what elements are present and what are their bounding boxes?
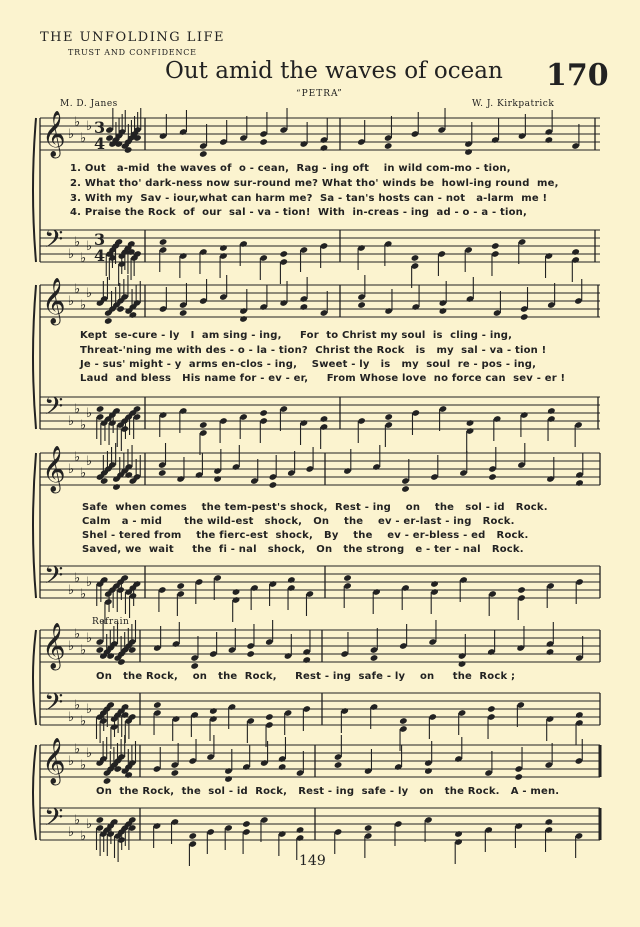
note-head xyxy=(334,761,343,769)
note-head xyxy=(104,317,113,325)
treble-clef-icon: 𝄞 xyxy=(42,278,66,324)
flat-sign-icon: ♭ xyxy=(68,583,75,598)
system-brace xyxy=(33,745,36,840)
bass-clef-icon: 𝄢 xyxy=(44,803,64,838)
section-title: THE UNFOLDING LIFE xyxy=(40,30,225,45)
note-head xyxy=(488,473,497,481)
flat-sign-icon: ♭ xyxy=(74,450,81,465)
note-head xyxy=(464,148,473,156)
note-head xyxy=(103,777,112,785)
hymn-number: 170 xyxy=(546,58,609,93)
lyric-s3-v4: Saved, we wait the fi - nal shock, On the strong e - ter - nal Rock. xyxy=(82,544,524,555)
flat-sign-icon: ♭ xyxy=(74,813,81,828)
note-head xyxy=(545,136,554,144)
refrain-label: Refrain xyxy=(92,617,130,627)
bass-clef-icon: 𝄢 xyxy=(44,688,64,723)
note-head xyxy=(320,415,329,423)
lyric-s3-v1: Safe when comes the tem-pest's shock, Rest - ing on the sol - id Rock. xyxy=(82,502,548,513)
time-signature-numerator: 3 xyxy=(94,230,106,249)
flat-sign-icon: ♭ xyxy=(86,239,93,254)
bass-clef-icon: 𝄢 xyxy=(44,225,64,260)
note-head xyxy=(384,413,393,421)
note-head xyxy=(575,479,584,487)
note-head xyxy=(278,763,287,771)
note-head xyxy=(466,419,475,427)
note-head xyxy=(296,826,305,834)
note-head xyxy=(219,244,228,252)
note-head xyxy=(287,576,296,584)
note-head xyxy=(571,248,580,256)
note-head xyxy=(399,717,408,725)
lyric-s1-v1: 1. Out a-mid the waves of o - cean, Rag - ing oft in wild com-mo - tion, xyxy=(70,163,511,174)
note-head xyxy=(491,242,500,250)
note-head xyxy=(520,313,529,321)
note-head xyxy=(300,303,309,311)
note-head xyxy=(302,656,311,664)
note-head xyxy=(430,580,439,588)
flat-sign-icon: ♭ xyxy=(68,710,75,725)
flat-sign-icon: ♭ xyxy=(68,462,75,477)
note-head xyxy=(279,250,288,258)
note-head xyxy=(517,586,526,594)
flat-sign-icon: ♭ xyxy=(80,643,87,658)
note-head xyxy=(320,144,329,152)
note-head xyxy=(213,475,222,483)
system-brace xyxy=(33,453,36,598)
flat-sign-icon: ♭ xyxy=(80,131,87,146)
flat-sign-icon: ♭ xyxy=(86,702,93,717)
flat-sign-icon: ♭ xyxy=(74,698,81,713)
author-credit: M. D. Janes xyxy=(60,99,118,109)
flat-sign-icon: ♭ xyxy=(80,251,87,266)
flat-sign-icon: ♭ xyxy=(80,466,87,481)
note-head xyxy=(545,818,554,826)
note-head xyxy=(424,767,433,775)
hymn-title: Out amid the waves of ocean xyxy=(165,58,503,84)
bass-clef-icon: 𝄢 xyxy=(44,392,64,427)
flat-sign-icon: ♭ xyxy=(86,817,93,832)
note-head xyxy=(246,650,255,658)
lyric-s3-v3: Shel - tered from the fierc-est shock, By the ev - er-bless - ed Rock. xyxy=(82,530,529,541)
note-head xyxy=(209,707,218,715)
lyric-s2-v2: Threat-'ning me with des - o - la - tion? Christ the Rock is my sal - va - tion ! xyxy=(80,345,547,356)
page-number: 149 xyxy=(299,853,326,869)
note-head xyxy=(439,307,448,315)
flat-sign-icon: ♭ xyxy=(68,639,75,654)
flat-sign-icon: ♭ xyxy=(74,115,81,130)
note-head xyxy=(370,654,379,662)
lyric-s1-v3: 3. With my Sav - iour,what can harm me? Sa - tan's hosts can - not a-larm me ! xyxy=(70,193,548,204)
lyric-s2-v1: Kept se-cure - ly I am sing - ing, For to Christ my soul is cling - ing, xyxy=(80,330,513,341)
bass-clef-icon: 𝄢 xyxy=(44,561,64,596)
note-head xyxy=(357,301,366,309)
note-head xyxy=(384,142,393,150)
note-head xyxy=(401,485,410,493)
flat-sign-icon: ♭ xyxy=(80,587,87,602)
flat-sign-icon: ♭ xyxy=(80,829,87,844)
note-head xyxy=(179,309,188,317)
flat-sign-icon: ♭ xyxy=(74,742,81,757)
time-signature-numerator: 3 xyxy=(94,118,106,137)
note-head xyxy=(239,315,248,323)
note-head xyxy=(242,820,251,828)
flat-sign-icon: ♭ xyxy=(68,754,75,769)
note-head xyxy=(343,574,352,582)
note-head xyxy=(171,769,180,777)
treble-clef-icon: 𝄞 xyxy=(42,111,66,157)
system-brace xyxy=(33,285,36,429)
note-head xyxy=(411,254,420,262)
flat-sign-icon: ♭ xyxy=(68,127,75,142)
flat-sign-icon: ♭ xyxy=(86,286,93,301)
note-head xyxy=(487,705,496,713)
note-head xyxy=(224,775,233,783)
note-head xyxy=(159,238,168,246)
flat-sign-icon: ♭ xyxy=(86,454,93,469)
note-head xyxy=(153,701,162,709)
lyric-s2-v3: Je - sus' might - y arms en-clos - ing, Sweet - ly is my soul re - pos - ing, xyxy=(80,359,537,370)
note-head xyxy=(454,830,463,838)
flat-sign-icon: ♭ xyxy=(68,414,75,429)
note-head xyxy=(575,711,584,719)
note-head xyxy=(259,138,268,146)
lyric-s3-v2: Calm a - mid the wild-est shock, On the ev - er-last - ing Rock. xyxy=(82,516,515,527)
composer-credit: W. J. Kirkpatrick xyxy=(472,99,555,109)
note-head xyxy=(547,407,556,415)
tune-name: “PETRA” xyxy=(296,89,343,99)
note-head xyxy=(546,648,555,656)
note-head xyxy=(199,150,208,158)
flat-sign-icon: ♭ xyxy=(68,294,75,309)
flat-sign-icon: ♭ xyxy=(74,402,81,417)
flat-sign-icon: ♭ xyxy=(68,825,75,840)
note-head xyxy=(199,421,208,429)
note-head xyxy=(188,832,197,840)
flat-sign-icon: ♭ xyxy=(80,298,87,313)
note-head xyxy=(514,773,523,781)
note-head xyxy=(96,405,105,413)
note-head xyxy=(95,646,104,654)
flat-sign-icon: ♭ xyxy=(74,627,81,642)
time-signature-denominator: 4 xyxy=(94,246,106,265)
note-head xyxy=(458,660,467,668)
flat-sign-icon: ♭ xyxy=(86,119,93,134)
flat-sign-icon: ♭ xyxy=(80,714,87,729)
refrain-lyric-1: On the Rock, on the Rock, Rest - ing safe - ly on the Rock ; xyxy=(96,671,516,682)
system-brace xyxy=(33,118,36,262)
flat-sign-icon: ♭ xyxy=(74,235,81,250)
flat-sign-icon: ♭ xyxy=(80,758,87,773)
flat-sign-icon: ♭ xyxy=(86,575,93,590)
lyric-s2-v4: Laud and bless His name for - ev - er, From Whose love no force can sev - er ! xyxy=(80,373,566,384)
flat-sign-icon: ♭ xyxy=(86,406,93,421)
note-head xyxy=(269,481,278,489)
flat-sign-icon: ♭ xyxy=(86,631,93,646)
treble-clef-icon: 𝄞 xyxy=(42,738,66,784)
note-head xyxy=(176,582,185,590)
refrain-lyric-2: On the Rock, the sol - id Rock, Rest - ing safe - ly on the Rock. A - men. xyxy=(96,786,560,797)
time-signature-denominator: 4 xyxy=(94,134,106,153)
lyric-s1-v4: 4. Praise the Rock of our sal - va - tion! With in-creas - ing ad - o - a - tion, xyxy=(70,207,527,218)
note-head xyxy=(364,824,373,832)
section-subtitle: TRUST AND CONFIDENCE xyxy=(68,48,197,57)
lyric-s1-v2: 2. What tho' dark-ness now sur-round me? What tho' winds be howl-ing round me, xyxy=(70,178,559,189)
note-head xyxy=(112,483,121,491)
note-head xyxy=(95,816,104,824)
treble-clef-icon: 𝄞 xyxy=(42,623,66,669)
flat-sign-icon: ♭ xyxy=(74,282,81,297)
note-head xyxy=(158,469,167,477)
flat-sign-icon: ♭ xyxy=(86,746,93,761)
note-head xyxy=(259,409,268,417)
note-head xyxy=(265,713,274,721)
system-brace xyxy=(33,630,36,725)
treble-clef-icon: 𝄞 xyxy=(42,446,66,492)
flat-sign-icon: ♭ xyxy=(68,247,75,262)
note-head xyxy=(190,662,199,670)
flat-sign-icon: ♭ xyxy=(80,418,87,433)
note-head xyxy=(232,588,241,596)
flat-sign-icon: ♭ xyxy=(74,571,81,586)
